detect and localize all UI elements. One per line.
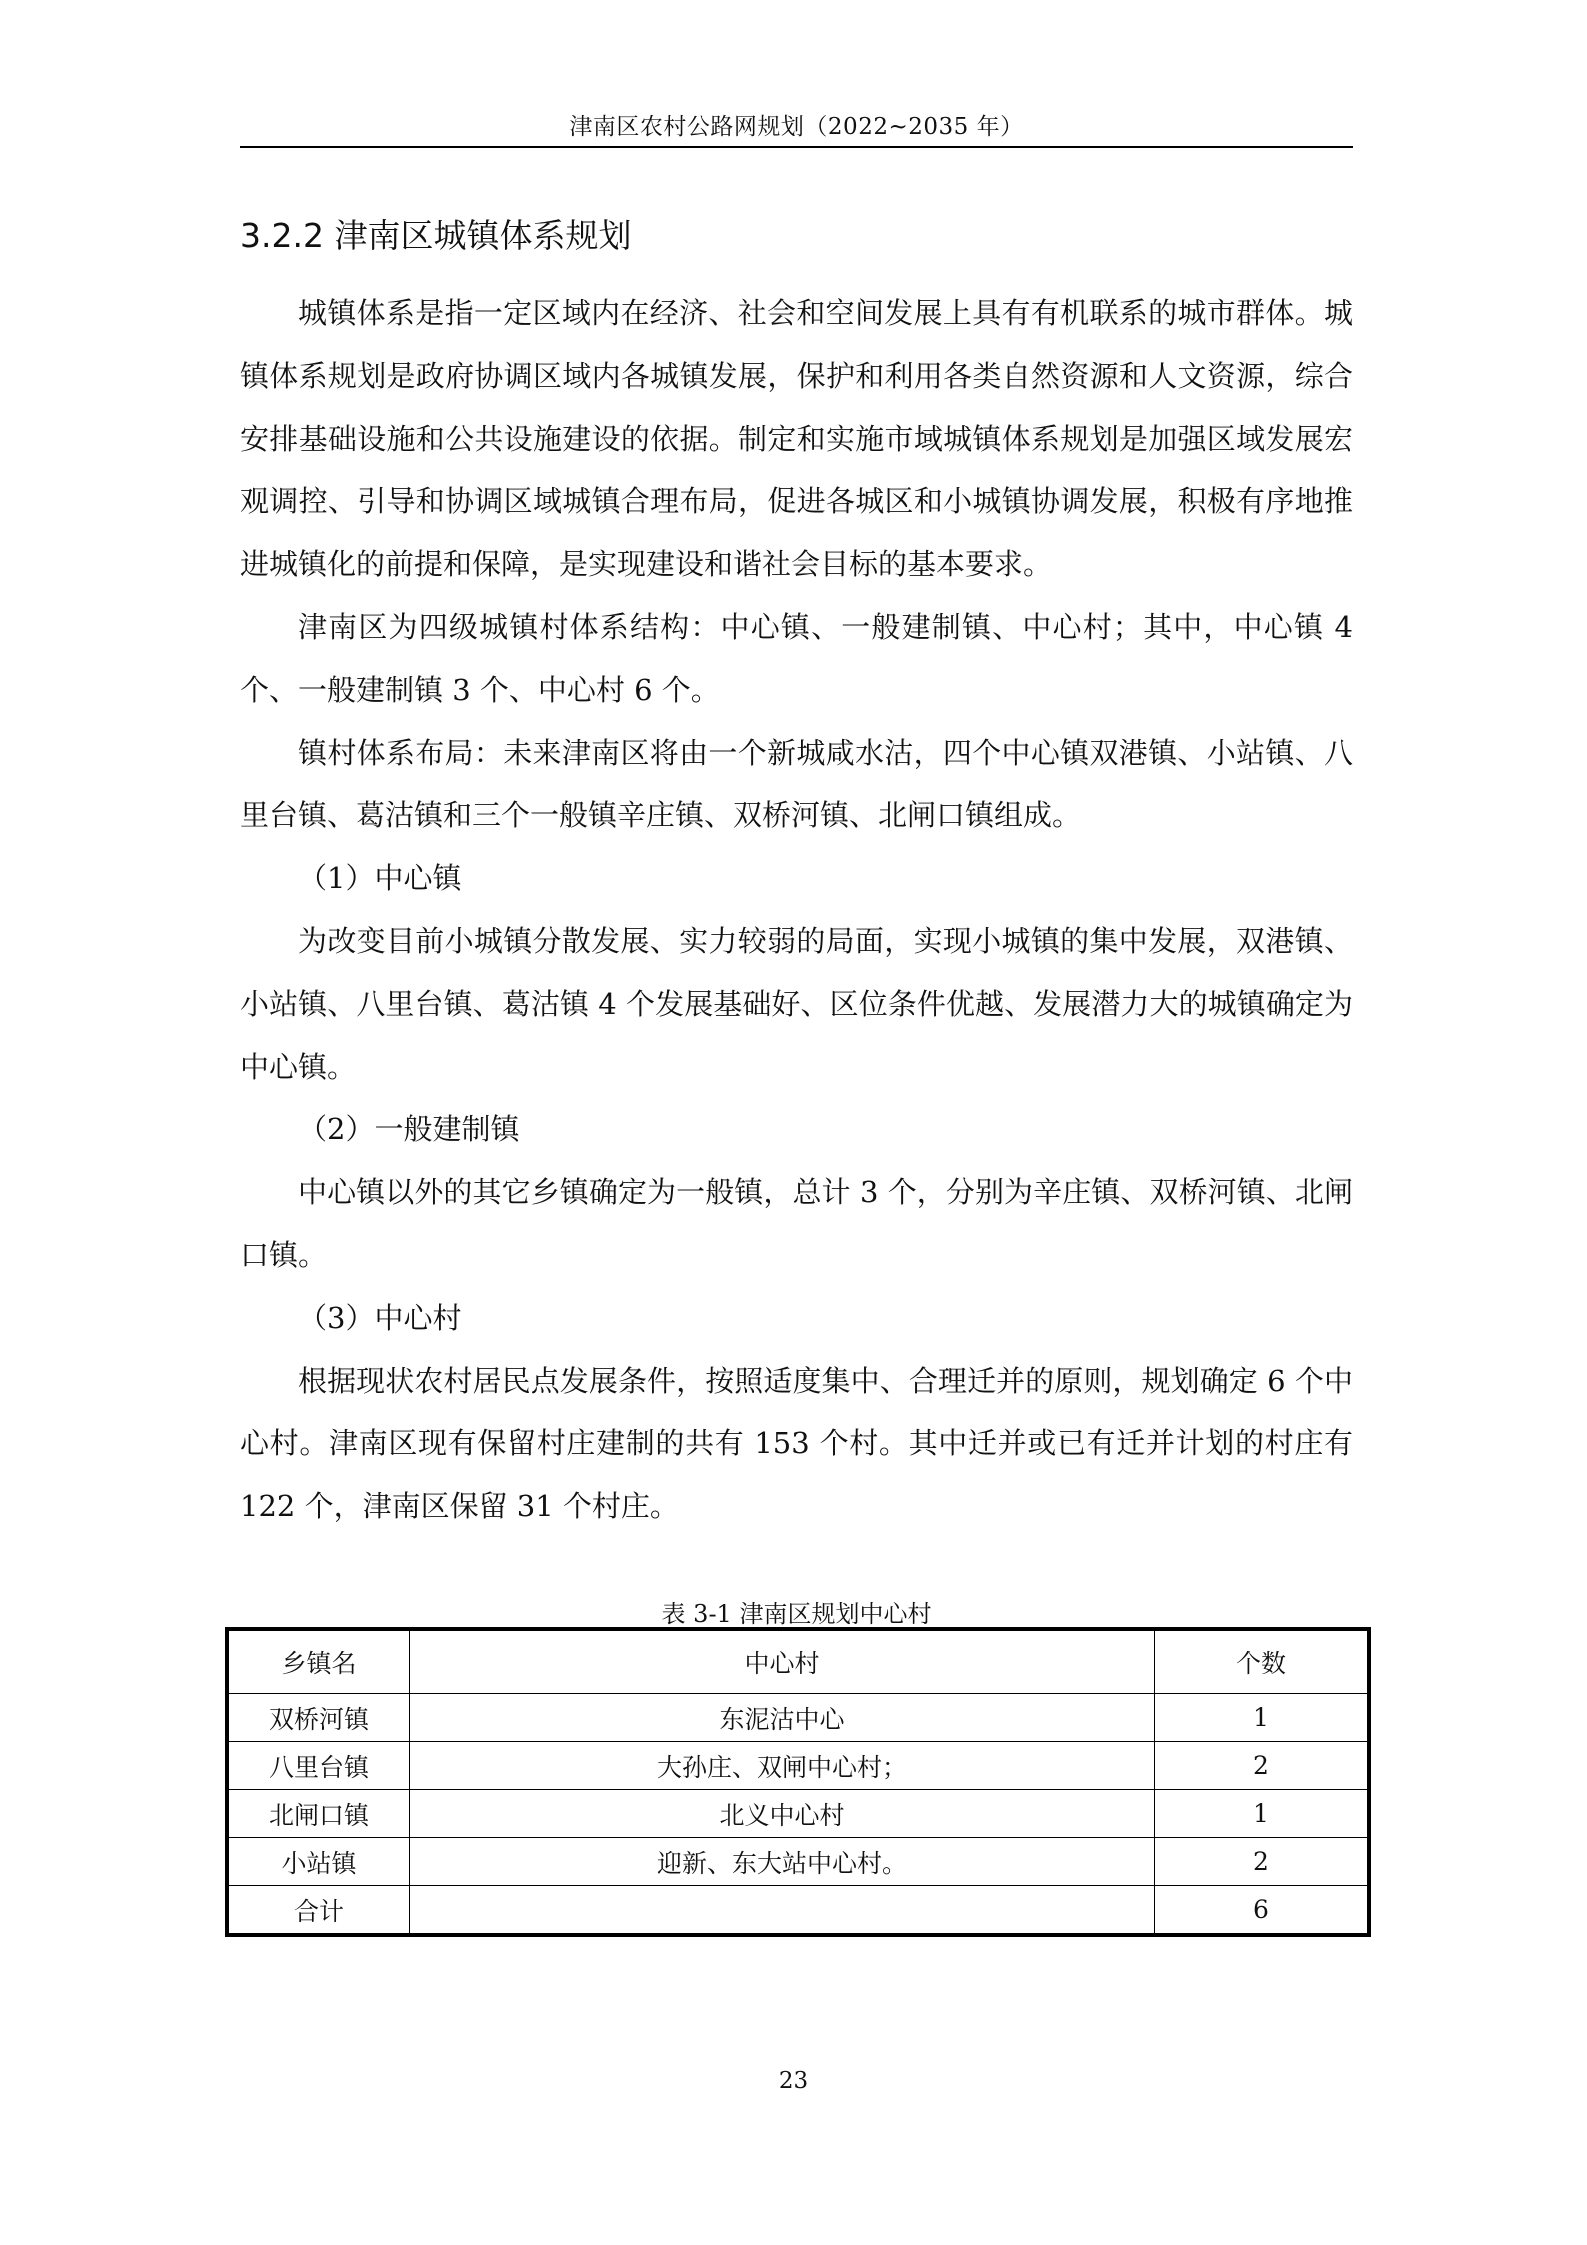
paragraph: 中心镇以外的其它乡镇确定为一般镇，总计 3 个，分别为辛庄镇、双桥河镇、北闸口镇。 xyxy=(240,1175,1353,1272)
paragraph: 镇村体系布局：未来津南区将由一个新城咸水沽，四个中心镇双港镇、小站镇、八里台镇、葛沽镇和三个一般镇辛庄镇、双桥河镇、北闸口镇组成。 xyxy=(240,735,1353,833)
cell-town: 双桥河镇 xyxy=(227,1694,410,1742)
cell-town: 八里台镇 xyxy=(227,1742,410,1790)
cell-village: 大孙庄、双闸中心村； xyxy=(410,1742,1155,1790)
table-row xyxy=(227,1742,1369,1790)
cell-count: 1 xyxy=(1155,1790,1370,1838)
table-header-row xyxy=(227,1629,1369,1694)
paragraph: 城镇体系是指一定区域内在经济、社会和空间发展上具有有机联系的城市群体。城镇体系规划是政府协调区域内各城镇发展，保护和利用各类自然资源和人文资源，综合安排基础设施和公共设施建设的依据。制定和实施市域城镇体系规划是加强区域发展宏观调控、引导和协调区域城镇合理布局，促进各城区和小城镇协调发展，积极有序地推进城镇化的前提和保障，是实现建设和谐社会目标的基本要求。 xyxy=(240,296,1353,582)
cell-total-count: 6 xyxy=(1155,1886,1370,1936)
subheading-central-town: （1）中心镇 xyxy=(298,861,462,896)
cell-town: 小站镇 xyxy=(227,1838,410,1886)
section-heading: 3.2.2 津南区城镇体系规划 xyxy=(240,216,632,255)
central-villages-table xyxy=(225,1627,1371,1937)
table-row xyxy=(227,1838,1369,1886)
header-rule xyxy=(240,146,1353,148)
page-number: 23 xyxy=(778,2068,809,2094)
cell-count: 1 xyxy=(1155,1694,1370,1742)
table-row xyxy=(227,1694,1369,1742)
cell-village: 北义中心村 xyxy=(410,1790,1155,1838)
column-header-village: 中心村 xyxy=(410,1629,1155,1694)
cell-village: 迎新、东大站中心村。 xyxy=(410,1838,1155,1886)
cell-total-label: 合计 xyxy=(227,1886,410,1936)
column-header-count: 个数 xyxy=(1155,1629,1370,1694)
cell-town: 北闸口镇 xyxy=(227,1790,410,1838)
table-caption: 表 3-1 津南区规划中心村 xyxy=(661,1600,932,1628)
cell-village: 东泥沽中心 xyxy=(410,1694,1155,1742)
subheading-general-town: （2）一般建制镇 xyxy=(298,1112,520,1147)
cell-count: 2 xyxy=(1155,1742,1370,1790)
paragraph: 津南区为四级城镇村体系结构：中心镇、一般建制镇、中心村；其中，中心镇 4 个、一般建制镇 3 个、中心村 6 个。 xyxy=(240,609,1353,707)
table-row xyxy=(227,1790,1369,1838)
running-header: 津南区农村公路网规划（2022~2035 年） xyxy=(569,114,1024,140)
column-header-town: 乡镇名 xyxy=(227,1629,410,1694)
table-total-row xyxy=(227,1886,1369,1936)
paragraph: 为改变目前小城镇分散发展、实力较弱的局面，实现小城镇的集中发展，双港镇、小站镇、八里台镇、葛沽镇 4 个发展基础好、区位条件优越、发展潜力大的城镇确定为中心镇。 xyxy=(240,923,1353,1084)
cell-count: 2 xyxy=(1155,1838,1370,1886)
paragraph: 根据现状农村居民点发展条件，按照适度集中、合理迁并的原则，规划确定 6 个中心村。津南区现有保留村庄建制的共有 153 个村。其中迁并或已有迁并计划的村庄有 122 个，津南区保留 31 个村庄。 xyxy=(240,1363,1353,1524)
body-text xyxy=(240,282,1353,1538)
subheading-central-village: （3）中心村 xyxy=(298,1300,462,1335)
cell-village xyxy=(410,1886,1155,1936)
